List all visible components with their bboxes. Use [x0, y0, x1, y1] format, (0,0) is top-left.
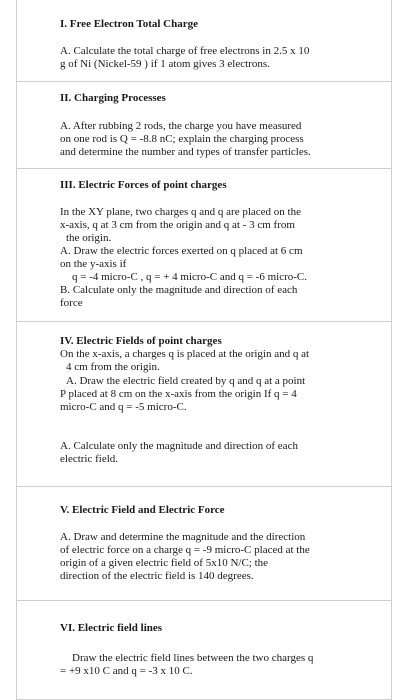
section-2-line-2: on one rod is Q = -8.8 nC; explain the charging process [60, 133, 304, 145]
section-5-line-4: direction of the electric field is 140 degrees. [60, 570, 254, 582]
section-4-line-3: A. Draw the electric field created by q and q at a point [66, 375, 306, 387]
section-4-line-7: electric field. [60, 453, 119, 465]
section-3-line-6: q = -4 micro-C , q = + 4 micro-C and q = -6 micro-C. [72, 271, 307, 283]
section-5-line-3: origin of a given electric field of 5x10 N/C; the [60, 557, 269, 569]
section-3-line-8: force [60, 297, 83, 309]
section-3-heading: III. Electric Forces of point charges [60, 179, 227, 191]
section-3-line-3: the origin. [66, 232, 112, 244]
section-4-line-4: P placed at 8 cm on the x-axis from the origin If q = 4 [60, 388, 297, 400]
section-1-line-1: A. Calculate the total charge of free electrons in 2.5 x 10 [60, 45, 310, 57]
section-2-heading: II. Charging Processes [60, 92, 166, 104]
section-6-heading: VI. Electric field lines [60, 622, 163, 634]
section-5-line-2: of electric force on a charge q = -9 micro-C placed at the [60, 544, 310, 556]
section-3-line-4: A. Draw the electric forces exerted on q placed at 6 cm [60, 245, 303, 257]
section-2-line-1: A. After rubbing 2 rods, the charge you have measured [60, 120, 302, 132]
section-1-heading: I. Free Electron Total Charge [60, 18, 198, 30]
section-3-line-1: In the XY plane, two charges q and q are placed on the [60, 206, 301, 218]
section-4-line-5: micro-C and q = -5 micro-C. [60, 401, 187, 413]
section-5-line-1: A. Draw and determine the magnitude and the direction [60, 531, 306, 543]
divider [16, 168, 391, 169]
section-1-line-2: g of Ni (Nickel-59 ) if 1 atom gives 3 electrons. [60, 58, 270, 70]
section-5-heading: V. Electric Field and Electric Force [60, 504, 225, 516]
divider [16, 81, 391, 82]
section-3-line-5: on the y-axis if [60, 258, 127, 270]
section-3-line-7: B. Calculate only the magnitude and direction of each [60, 284, 298, 296]
section-4-line-6: A. Calculate only the magnitude and direction of each [60, 440, 298, 452]
section-3-line-2: x-axis, q at 3 cm from the origin and q at - 3 cm from [60, 219, 295, 231]
section-6-line-2: = +9 x10 C and q = -3 x 10 C. [60, 665, 193, 677]
section-4-line-1: On the x-axis, a charges q is placed at the origin and q at [60, 348, 310, 360]
section-2-line-3: and determine the number and types of transfer particles. [60, 146, 311, 158]
section-4-heading: IV. Electric Fields of point charges [60, 335, 222, 347]
section-4-line-2: 4 cm from the origin. [66, 361, 160, 373]
divider [16, 486, 391, 487]
section-6-line-1: Draw the electric field lines between the two charges q [72, 652, 314, 664]
divider [16, 600, 391, 601]
divider [16, 321, 391, 322]
